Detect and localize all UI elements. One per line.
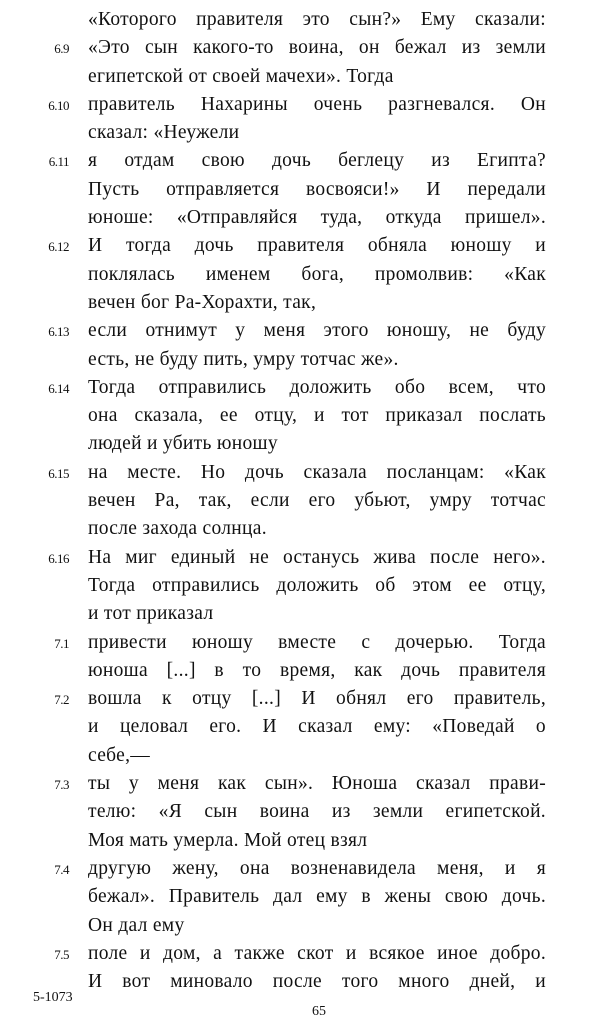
line-text: и тот приказал	[88, 603, 214, 625]
line-text: на месте. Но дочь сказала посланцам: «Как	[88, 461, 546, 483]
line-text: «Которого правителя это сын?» Ему сказали:	[88, 9, 546, 30]
text-line	[0, 459, 600, 487]
line-number-marker: 7.5	[54, 946, 69, 962]
line-text: себе,—	[88, 744, 151, 766]
text-line	[0, 742, 600, 770]
line-text: правитель Нахарины очень разгневался. Он	[88, 93, 546, 115]
line-text: если отнимут у меня этого юношу, не буду	[88, 320, 546, 342]
line-text: другую жену, она возненавидела меня, и я	[88, 857, 546, 879]
line-number-marker: 7.4	[54, 861, 69, 877]
text-line	[0, 685, 600, 713]
line-text: Тогда отправились доложить обо всем, что	[88, 376, 546, 398]
line-text: бежал». Правитель дал ему в жены свою дочь.	[88, 886, 546, 908]
line-number-marker: 7.2	[54, 692, 69, 708]
line-number-marker: 6.11	[48, 154, 69, 170]
line-text: ты у меня как сын». Юноша сказал прави-	[88, 773, 546, 795]
line-text: юноша [...] в то время, как дочь правителя	[88, 659, 546, 681]
text-line	[0, 232, 600, 260]
text-line	[0, 261, 600, 289]
line-text: привести юношу вместе с дочерью. Тогда	[88, 631, 546, 653]
line-text: «Это сын какого-то воина, он бежал из земли	[88, 37, 546, 59]
text-line	[0, 317, 600, 345]
line-number-marker: 6.13	[48, 324, 69, 340]
text-line	[0, 34, 600, 62]
text-line	[0, 912, 600, 940]
line-text: египетской от своей мачехи». Тогда	[88, 65, 394, 87]
text-line	[0, 204, 600, 232]
line-text: вечен Ра, так, если его убьют, умру тотчас	[88, 490, 546, 512]
line-text: людей и убить юношу	[88, 433, 278, 455]
line-text: телю: «Я сын воина из земли египетской.	[88, 801, 546, 823]
line-text: И тогда дочь правителя обняла юношу и	[88, 235, 546, 257]
text-line	[0, 402, 600, 430]
line-text: она сказала, ее отцу, и тот приказал послать	[88, 405, 546, 427]
text-line	[0, 883, 600, 911]
line-number-marker: 6.9	[54, 41, 69, 57]
text-line	[0, 600, 600, 628]
text-line	[0, 629, 600, 657]
line-text: юноше: «Отправляйся туда, откуда пришел».	[88, 207, 546, 229]
line-text: Пусть отправляется восвояси!» И передали	[88, 178, 546, 200]
line-text: Моя мать умерла. Мой отец взял	[88, 829, 368, 851]
text-line	[0, 91, 600, 119]
text-line	[0, 374, 600, 402]
line-number-marker: 7.3	[54, 777, 69, 793]
text-line	[0, 176, 600, 204]
line-text: поклялась именем бога, промолвив: «Как	[88, 263, 546, 285]
text-line	[0, 940, 600, 968]
text-line	[0, 289, 600, 317]
line-text: есть, не буду пить, умру тотчас же».	[88, 348, 399, 370]
text-line	[0, 798, 600, 826]
text-line	[0, 63, 600, 91]
text-line	[0, 346, 600, 374]
text-line	[0, 968, 600, 996]
text-line	[0, 572, 600, 600]
line-text: и целовал его. И сказал ему: «Поведай о	[88, 716, 546, 738]
line-text: я отдам свою дочь беглецу из Египта?	[88, 150, 546, 172]
line-number-marker: 6.15	[48, 465, 69, 481]
line-text: Тогда отправились доложить об этом ее отцу,	[88, 574, 546, 596]
line-text: вошла к отцу [...] И обнял его правитель,	[88, 688, 546, 710]
text-line	[0, 713, 600, 741]
main-text	[0, 6, 600, 996]
line-text: сказал: «Неужели	[88, 122, 240, 144]
text-line	[0, 6, 600, 34]
text-line	[0, 770, 600, 798]
text-line	[0, 544, 600, 572]
line-text: На миг единый не останусь жива после него».	[88, 546, 546, 568]
line-number-marker: 6.14	[48, 380, 69, 396]
line-text: поле и дом, а также скот и всякое иное добро.	[88, 942, 546, 964]
line-text: Он дал ему	[88, 914, 185, 936]
line-number-marker: 6.16	[48, 550, 69, 566]
text-line	[0, 147, 600, 175]
text-line	[0, 855, 600, 883]
line-number-marker: 6.12	[48, 239, 69, 255]
text-line	[0, 657, 600, 685]
line-number-marker: 7.1	[54, 635, 69, 651]
line-text: после захода солнца.	[88, 518, 267, 540]
text-line	[0, 515, 600, 543]
page-number: 65	[312, 1004, 326, 1019]
text-line	[0, 487, 600, 515]
text-line	[0, 827, 600, 855]
line-text: вечен бог Ра-Хорахти, так,	[88, 291, 317, 313]
printer-signature: 5-1073	[33, 990, 73, 1005]
line-number-marker: 6.10	[48, 97, 69, 113]
line-text: И вот миновало после того много дней, и	[88, 971, 546, 993]
text-line	[0, 119, 600, 147]
text-line	[0, 430, 600, 458]
